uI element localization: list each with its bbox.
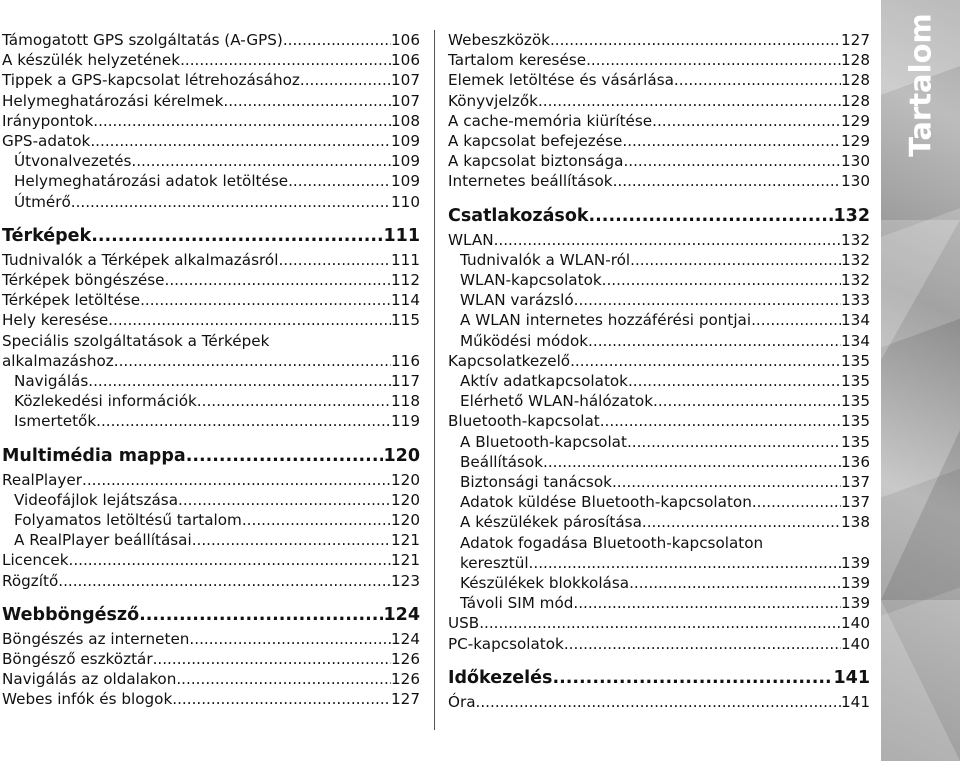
toc-entry-text[interactable]: Adatok fogadása Bluetooth-kapcsolaton [460, 533, 764, 552]
toc-entry[interactable] [2, 391, 420, 411]
toc-entry-title: Útvonalvezetés [14, 152, 132, 171]
toc-page-number: 129 [841, 132, 870, 151]
dot-leader [288, 171, 391, 191]
toc-entry-title: A kapcsolat befejezése [448, 132, 623, 151]
toc-entry[interactable] [448, 593, 870, 613]
toc-entry-title: Térképek letöltése [2, 291, 141, 310]
dot-leader [131, 151, 391, 171]
toc-entry-title: Közlekedési információk [14, 392, 197, 411]
toc-entry-title: WLAN-kapcsolatok [460, 271, 602, 290]
dot-leader [192, 530, 391, 550]
toc-entry-title: Csatlakozások [448, 205, 589, 226]
toc-entry[interactable] [2, 70, 420, 90]
toc-entry-title: Multimédia mappa [2, 445, 186, 466]
dot-leader [139, 604, 383, 626]
dot-leader [96, 411, 391, 431]
toc-entry-title: Távoli SIM mód [460, 594, 574, 613]
dot-leader [574, 290, 841, 310]
toc-entry-title: A készülék helyzetének [2, 51, 181, 70]
toc-entry-title: Licencek [2, 551, 69, 570]
dot-leader [622, 131, 841, 151]
toc-entry[interactable] [2, 50, 420, 70]
toc-section-heading[interactable] [448, 667, 870, 689]
toc-entry-title: Iránypontok [2, 111, 94, 130]
toc-entry-title: A kapcsolat biztonsága [448, 152, 624, 171]
toc-section-heading[interactable] [2, 225, 420, 247]
toc-page-number: 141 [841, 692, 870, 711]
toc-column-left [2, 30, 420, 710]
toc-entry[interactable] [448, 70, 870, 90]
toc-entry[interactable] [2, 171, 420, 191]
dot-leader [550, 30, 841, 50]
toc-page-number: 124 [383, 604, 420, 625]
toc-entry-title: A Bluetooth-kapcsolat [460, 432, 627, 451]
dot-leader [180, 50, 391, 70]
toc-page-number: 138 [841, 513, 870, 532]
dot-leader [140, 290, 391, 310]
toc-entry-title: Támogatott GPS szolgáltatás (A-GPS) [2, 31, 283, 49]
dot-leader [242, 510, 391, 530]
dot-leader [197, 391, 391, 411]
toc-entry[interactable] [2, 30, 420, 50]
toc-page-number: 132 [841, 271, 870, 290]
dot-leader [612, 472, 841, 492]
toc-entry[interactable] [448, 310, 870, 330]
dot-leader [82, 470, 391, 490]
toc-entry[interactable] [448, 91, 870, 111]
toc-page-number: 128 [841, 71, 870, 90]
toc-page-number: 109 [391, 172, 420, 191]
toc-entry-title: USB [448, 614, 480, 633]
toc-entry-title: A készülékek párosítása [460, 513, 642, 532]
dot-leader [71, 192, 391, 212]
dot-leader [172, 689, 391, 709]
toc-entry-title: Működési módok [460, 331, 589, 350]
toc-page-number: 111 [383, 225, 420, 246]
toc-entry-title: Tartalom keresése [448, 51, 587, 70]
toc-entry-title: Böngészés az interneten [2, 629, 190, 648]
toc-page-number: 139 [841, 553, 870, 572]
dot-leader [93, 111, 391, 131]
toc-entry[interactable] [2, 351, 420, 371]
toc-page-number: 116 [391, 351, 420, 370]
toc-entry[interactable] [2, 689, 420, 709]
toc-page-number: 118 [391, 392, 420, 411]
toc-entry-title: Tudnivalók a WLAN-ról [460, 250, 631, 269]
toc-entry[interactable] [2, 571, 420, 591]
toc-entry[interactable] [448, 50, 870, 70]
section-tab-label: Tartalom [903, 13, 938, 157]
toc-page-number: 139 [841, 594, 870, 613]
toc-page-number: 135 [841, 351, 870, 370]
dot-leader [91, 225, 383, 247]
toc-page-number: 108 [391, 111, 420, 130]
dot-leader [751, 310, 841, 330]
dot-leader [602, 270, 841, 290]
toc-entry-title: Elemek letöltése és vásárlása [448, 71, 674, 90]
toc-entry-title: Óra [448, 692, 476, 711]
toc-entry-title: Webeszközök [448, 31, 550, 49]
toc-entry[interactable] [448, 111, 870, 131]
dot-leader [642, 512, 841, 532]
dot-leader [630, 250, 841, 270]
toc-entry-title: Tippek a GPS-kapcsolat létrehozásához [2, 71, 300, 90]
toc-page-number: 126 [391, 650, 420, 669]
toc-page-number: 106 [391, 51, 420, 70]
toc-page-number: 133 [841, 291, 870, 310]
toc-entry-title: Helymeghatározási adatok letöltése [14, 172, 289, 191]
toc-page-number: 126 [391, 670, 420, 689]
toc-page-number: 130 [841, 152, 870, 171]
dot-leader [189, 629, 391, 649]
dot-leader [752, 492, 841, 512]
toc-entry-title: Kapcsolatkezelő [448, 351, 571, 370]
toc-entry-title: Útmérő [14, 192, 71, 211]
dot-leader [223, 91, 391, 111]
toc-entry[interactable] [2, 250, 420, 270]
dot-leader [600, 411, 841, 431]
toc-page-number: 107 [391, 91, 420, 110]
toc-entry-title: PC-kapcsolatok [448, 634, 564, 653]
dot-leader [653, 391, 841, 411]
toc-entry[interactable] [448, 131, 870, 151]
dot-leader [652, 111, 841, 131]
toc-page-number: 134 [841, 331, 870, 350]
dot-leader [623, 151, 841, 171]
toc-entry[interactable] [448, 151, 870, 171]
toc-page-number: 141 [833, 667, 870, 688]
dot-leader [494, 230, 841, 250]
toc-entry[interactable] [2, 151, 420, 171]
toc-page-number: 120 [391, 470, 420, 489]
dot-leader [69, 550, 392, 570]
toc-page-number: 110 [391, 192, 420, 211]
toc-entry[interactable] [2, 192, 420, 212]
toc-entry-title: A cache-memória kiürítése [448, 111, 653, 130]
toc-entry-title: Elérhető WLAN-hálózatok [460, 392, 654, 411]
toc-page-number: 111 [391, 250, 420, 269]
toc-entry[interactable] [448, 250, 870, 270]
toc-entry[interactable] [448, 472, 870, 492]
dot-leader [176, 669, 391, 689]
dot-leader [178, 490, 391, 510]
toc-entry[interactable] [448, 634, 870, 654]
toc-page-number: 121 [391, 551, 420, 570]
toc-entry[interactable] [2, 490, 420, 510]
toc-page-number: 132 [841, 230, 870, 249]
toc-entry[interactable] [2, 411, 420, 431]
toc-entry-title: RealPlayer [2, 470, 83, 489]
toc-entry-title: alkalmazáshoz [2, 351, 114, 370]
toc-entry[interactable] [2, 111, 420, 131]
toc-page-number: 106 [391, 31, 420, 49]
dot-leader [589, 205, 834, 227]
toc-page-number: 137 [841, 493, 870, 512]
toc-page-number: 120 [391, 490, 420, 509]
toc-entry[interactable] [2, 270, 420, 290]
dot-leader [479, 613, 841, 633]
toc-entry[interactable] [2, 530, 420, 550]
toc-column-right [448, 30, 870, 712]
toc-page-number: 139 [841, 574, 870, 593]
toc-entry-title: Hely keresése [2, 311, 109, 330]
toc-page-number: 135 [841, 412, 870, 431]
toc-entry-title: Aktív adatkapcsolatok [460, 372, 628, 391]
toc-entry-title: Böngésző eszköztár [2, 650, 153, 669]
dot-leader [674, 70, 841, 90]
toc-entry[interactable] [448, 432, 870, 452]
dot-leader [90, 131, 391, 151]
dot-leader [628, 371, 841, 391]
toc-page-number: 121 [391, 531, 420, 550]
toc-page-number: 127 [391, 690, 420, 709]
toc-section-heading[interactable] [448, 205, 870, 227]
toc-entry-title: Navigálás [14, 372, 89, 391]
toc-section-heading[interactable] [2, 445, 420, 467]
toc-page-number: 136 [841, 452, 870, 471]
dot-leader [564, 634, 841, 654]
toc-entry-title: Tudnivalók a Térképek alkalmazásról [2, 250, 279, 269]
toc-entry-title: Videofájlok lejátszása [14, 490, 179, 509]
toc-page-number: 127 [841, 31, 870, 49]
toc-entry[interactable] [448, 492, 870, 512]
toc-page-number: 109 [391, 132, 420, 151]
toc-entry[interactable] [448, 692, 870, 712]
toc-entry-title: Beállítások [460, 452, 543, 471]
toc-page-number: 140 [841, 634, 870, 653]
toc-entry[interactable] [2, 470, 420, 490]
toc-entry[interactable] [448, 351, 870, 371]
toc-page-number: 112 [391, 271, 420, 290]
toc-page-number: 134 [841, 311, 870, 330]
dot-leader [186, 445, 384, 467]
toc-section-heading[interactable] [2, 604, 420, 626]
toc-page-number: 130 [841, 172, 870, 191]
dot-leader [538, 91, 841, 111]
toc-entry[interactable] [448, 371, 870, 391]
toc-entry-title: GPS-adatok [2, 132, 91, 151]
toc-entry-title: Helymeghatározási kérelmek [2, 91, 224, 110]
toc-entry[interactable] [448, 331, 870, 351]
toc-entry-title: Internetes beállítások [448, 172, 613, 191]
toc-entry[interactable] [448, 30, 870, 50]
toc-page-number: 135 [841, 372, 870, 391]
dot-leader [629, 573, 841, 593]
dot-leader [543, 452, 841, 472]
dot-leader [613, 171, 841, 191]
toc-page-number: 120 [383, 445, 420, 466]
toc-page-number: 123 [391, 571, 420, 590]
toc-entry-title: Navigálás az oldalakon [2, 670, 177, 689]
dot-leader [627, 432, 841, 452]
toc-entry[interactable] [2, 131, 420, 151]
toc-entry[interactable] [448, 270, 870, 290]
toc-page-number: 124 [391, 629, 420, 648]
toc-entry[interactable] [448, 613, 870, 633]
dot-leader [586, 50, 841, 70]
dot-leader [588, 331, 841, 351]
toc-entry[interactable] [2, 550, 420, 570]
section-tab [881, 0, 960, 761]
toc-page-number: 129 [841, 111, 870, 130]
toc-page-number: 135 [841, 432, 870, 451]
toc-entry-title: Biztonsági tanácsok [460, 473, 612, 492]
toc-entry[interactable] [2, 310, 420, 330]
toc-entry-title: A WLAN internetes hozzáférési pontjai [460, 311, 752, 330]
toc-entry-title: Webes infók és blogok [2, 690, 173, 709]
toc-page-number: 114 [391, 291, 420, 310]
toc-page-number: 115 [391, 311, 420, 330]
column-divider [434, 30, 435, 730]
toc-entry[interactable] [448, 230, 870, 250]
dot-leader [278, 250, 391, 270]
dot-leader [552, 667, 833, 689]
dot-leader [165, 270, 391, 290]
toc-entry-title: Bluetooth-kapcsolat [448, 412, 600, 431]
toc-entry[interactable] [2, 510, 420, 530]
dot-leader [529, 553, 841, 573]
toc-entry-title: Webböngésző [2, 604, 140, 625]
toc-entry-title: Könyvjelzők [448, 91, 538, 110]
dot-leader [570, 351, 841, 371]
toc-entry-title: Időkezelés [448, 667, 553, 688]
dot-leader [283, 30, 391, 50]
dot-leader [88, 371, 391, 391]
toc-entry[interactable] [448, 171, 870, 191]
toc-page-number: 107 [391, 71, 420, 90]
toc-page-number: 109 [391, 152, 420, 171]
toc-entry-title: keresztül [460, 553, 529, 572]
dot-leader [573, 593, 841, 613]
toc-entry-title: WLAN [448, 230, 494, 249]
toc-page-number: 117 [391, 372, 420, 391]
toc-entry-title: Rögzítő [2, 571, 59, 590]
toc-page-number: 132 [841, 250, 870, 269]
toc-page-number: 132 [833, 205, 870, 226]
toc-entry[interactable] [448, 512, 870, 532]
toc-entry-title: Ismertetők [14, 412, 97, 431]
toc-entry[interactable] [2, 649, 420, 669]
toc-entry[interactable] [448, 411, 870, 431]
toc-entry-title: A RealPlayer beállításai [14, 531, 192, 550]
dot-leader [114, 351, 391, 371]
toc-entry-title: Térképek [2, 225, 92, 246]
dot-leader [153, 649, 391, 669]
toc-entry[interactable] [2, 669, 420, 689]
toc-entry-title: WLAN varázsló [460, 291, 574, 310]
dot-leader [476, 692, 841, 712]
toc-page-number: 120 [391, 511, 420, 530]
toc-page-number: 137 [841, 473, 870, 492]
toc-entry[interactable] [448, 573, 870, 593]
toc-entry-title: Folyamatos letöltésű tartalom [14, 511, 242, 530]
toc-page-number: 140 [841, 614, 870, 633]
toc-page-number: 128 [841, 91, 870, 110]
toc-entry-title: Térképek böngészése [2, 271, 165, 290]
toc-entry-title: Készülékek blokkolása [460, 574, 630, 593]
toc-page-number: 128 [841, 51, 870, 70]
dot-leader [300, 70, 391, 90]
toc-entry[interactable] [2, 290, 420, 310]
toc-entry-text[interactable]: Speciális szolgáltatások a Térképek [2, 331, 270, 350]
toc-entry[interactable] [2, 629, 420, 649]
toc-entry[interactable] [2, 91, 420, 111]
dot-leader [58, 571, 391, 591]
toc-page-number: 135 [841, 392, 870, 411]
toc-entry[interactable] [448, 452, 870, 472]
toc-entry[interactable] [448, 290, 870, 310]
toc-entry[interactable] [2, 371, 420, 391]
toc-entry[interactable] [448, 391, 870, 411]
dot-leader [108, 310, 391, 330]
toc-entry[interactable] [448, 553, 870, 573]
toc-entry-title: Adatok küldése Bluetooth-kapcsolaton [460, 493, 752, 512]
toc-page-number: 119 [391, 412, 420, 431]
